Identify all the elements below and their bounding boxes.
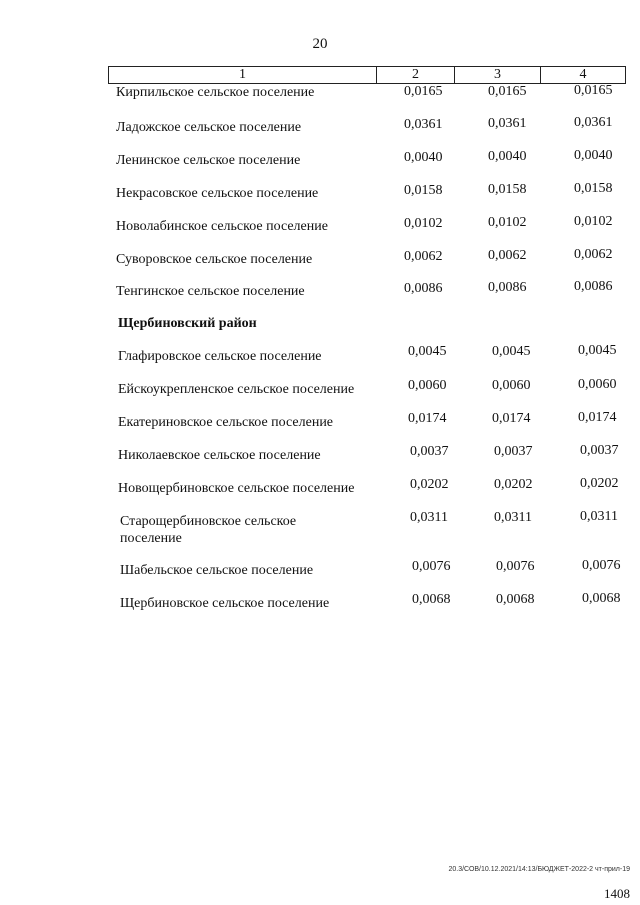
settlement-name: Кирпильское сельское поселение (116, 85, 315, 100)
value-col-4: 0,0076 (582, 558, 621, 573)
value-col-4: 0,0040 (574, 148, 613, 163)
value-col-2: 0,0165 (404, 84, 443, 99)
value-col-3: 0,0037 (494, 444, 533, 459)
settlement-name: Суворовское сельское поселение (116, 252, 313, 267)
value-col-4: 0,0158 (574, 181, 613, 196)
column-header-3: 3 (455, 67, 541, 83)
value-col-4: 0,0361 (574, 115, 613, 130)
settlement-name: Щербиновское сельское поселение (120, 596, 330, 611)
value-col-2: 0,0040 (404, 150, 443, 165)
value-col-4: 0,0062 (574, 247, 613, 262)
value-col-2: 0,0311 (410, 510, 448, 525)
value-col-2: 0,0158 (404, 183, 443, 198)
value-col-3: 0,0086 (488, 280, 527, 295)
column-header-4: 4 (579, 67, 587, 82)
settlement-name: Новолабинское сельское поселение (116, 219, 328, 234)
district-heading: Щербиновский район (118, 316, 257, 331)
value-col-2: 0,0045 (408, 344, 447, 359)
settlement-name: Ленинское сельское поселение (116, 153, 301, 168)
settlement-name: Некрасовское сельское поселение (116, 186, 319, 201)
value-col-2: 0,0076 (412, 559, 451, 574)
value-col-4: 0,0045 (578, 343, 617, 358)
value-col-3: 0,0202 (494, 477, 533, 492)
value-col-4: 0,0311 (580, 509, 618, 524)
value-col-4: 0,0068 (582, 591, 621, 606)
settlement-name: Глафировское сельское поселение (118, 349, 322, 364)
value-col-2: 0,0174 (408, 411, 447, 426)
value-col-2: 0,0062 (404, 249, 443, 264)
sheet-number: 1408 (604, 886, 630, 901)
value-col-2: 0,0037 (410, 444, 449, 459)
value-col-3: 0,0361 (488, 116, 527, 131)
settlement-name: Николаевское сельское поселение (118, 448, 321, 463)
settlement-name: Ладожское сельское поселение (116, 120, 302, 135)
value-col-2: 0,0361 (404, 117, 443, 132)
settlement-name: Шабельское сельское поселение (120, 563, 314, 578)
value-col-2: 0,0102 (404, 216, 443, 231)
value-col-3: 0,0060 (492, 378, 531, 393)
value-col-3: 0,0040 (488, 149, 527, 164)
value-col-4: 0,0086 (574, 279, 613, 294)
value-col-3: 0,0068 (496, 592, 535, 607)
value-col-2: 0,0086 (404, 281, 443, 296)
value-col-4: 0,0202 (580, 476, 619, 491)
value-col-4: 0,0165 (574, 83, 613, 98)
value-col-3: 0,0102 (488, 215, 527, 230)
value-col-3: 0,0076 (496, 559, 535, 574)
value-col-3: 0,0174 (492, 411, 531, 426)
value-col-2: 0,0068 (412, 592, 451, 607)
value-col-4: 0,0102 (574, 214, 613, 229)
settlement-name: Екатериновское сельское поселение (118, 415, 334, 430)
document-code: 20.3/СОВ/10.12.2021/14:13/БЮДЖЕТ-2022-2 чт-прил-19 (448, 866, 630, 873)
settlement-name: Тенгинское сельское поселение (116, 284, 305, 299)
column-header-2: 2 (377, 67, 455, 83)
value-col-3: 0,0158 (488, 182, 527, 197)
value-col-3: 0,0311 (494, 510, 532, 525)
settlement-name: Старощербиновское сельское поселение (120, 514, 297, 546)
value-col-2: 0,0060 (408, 378, 447, 393)
value-col-3: 0,0045 (492, 344, 531, 359)
value-col-4: 0,0060 (578, 377, 617, 392)
value-col-4: 0,0174 (578, 410, 617, 425)
value-col-2: 0,0202 (410, 477, 449, 492)
page-number: 20 (312, 36, 328, 52)
settlement-name: Ейскоукрепленское сельское поселение (118, 382, 355, 397)
settlement-name: Новощербиновское сельское поселение (118, 481, 355, 496)
value-col-3: 0,0165 (488, 84, 527, 99)
value-col-4: 0,0037 (580, 443, 619, 458)
value-col-3: 0,0062 (488, 248, 527, 263)
column-header-1: 1 (109, 67, 377, 83)
